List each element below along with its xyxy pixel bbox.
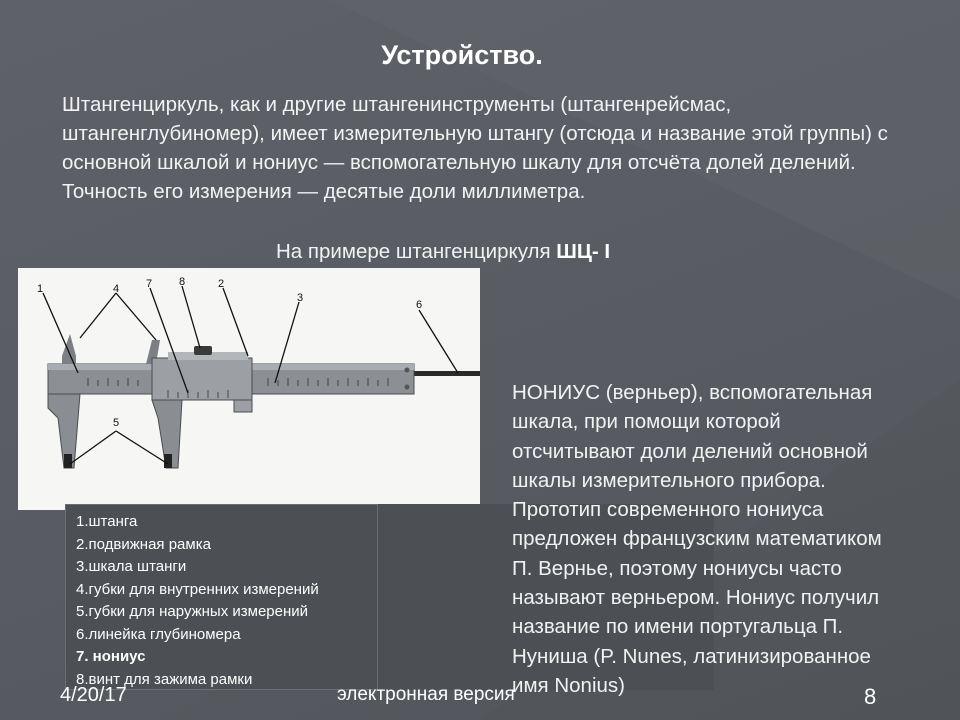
nonius-line: предложен французским математиком bbox=[512, 527, 882, 551]
caliper-photo bbox=[18, 268, 480, 510]
legend-item: 2.подвижная рамка bbox=[76, 535, 211, 553]
legend-item: 3.шкала штанги bbox=[76, 558, 187, 575]
slide-title: Устройство. bbox=[381, 40, 543, 70]
intro-paragraph: Штангенциркуль, как и другие штангенинструменты (штангенрейсмас, штангенглубиномер), имеет измерительную штангу (отсюда и название этой группы) с основной шкалой и нониус — вспомогательную шкалу для отсчёта долей делений. Точность его измерения — десятые доли миллиметра. bbox=[62, 93, 888, 203]
nonius-line: П. Вернье, поэтому нониусы часто bbox=[512, 556, 842, 580]
callout-1: 1 bbox=[37, 283, 44, 295]
page-number: 8 bbox=[864, 684, 877, 709]
example-model: ШЦ- I bbox=[556, 240, 611, 263]
nonius-line: отсчитывают доли делений основной bbox=[512, 439, 868, 463]
example-prefix: На примере штангенциркуля bbox=[276, 240, 557, 263]
nonius-line: имя Nonius) bbox=[512, 673, 625, 697]
callout-2: 2 bbox=[218, 278, 225, 290]
nonius-description bbox=[512, 378, 952, 700]
legend-item: 5.губки для наружных измерений bbox=[76, 603, 309, 620]
nonius-line: Нуниша (P. Nunes, латинизированное bbox=[512, 644, 871, 668]
nonius-line: шкалы измерительного прибора. bbox=[512, 468, 826, 492]
example-caption bbox=[276, 240, 610, 264]
legend-item: 1.штанга bbox=[76, 513, 138, 530]
nonius-line: шкала, при помощи которой bbox=[512, 410, 781, 434]
caliper-illustration bbox=[18, 268, 480, 510]
footer-center-text: электронная версия bbox=[337, 684, 515, 705]
nonius-line: Прототип современного нониуса bbox=[512, 498, 824, 522]
callout-4-top: 4 bbox=[113, 283, 120, 295]
callout-5: 5 bbox=[113, 417, 120, 429]
nonius-line: называют верньером. Нониус получил bbox=[512, 586, 880, 610]
legend-item: 8.винт для зажима рамки bbox=[76, 670, 253, 688]
callout-6: 6 bbox=[416, 299, 423, 311]
depth-rod bbox=[413, 371, 480, 376]
parts-legend bbox=[65, 504, 378, 690]
legend-item: 6.линейка глубиномера bbox=[76, 625, 241, 643]
clamp-screw bbox=[194, 346, 212, 355]
nonius-line: НОНИУС (верньер), вспомогательная bbox=[512, 381, 873, 404]
sliding-frame bbox=[152, 358, 252, 400]
callout-3: 3 bbox=[297, 292, 304, 304]
footer-date: 4/20/17 bbox=[60, 684, 127, 706]
callout-7: 7 bbox=[146, 278, 153, 290]
callout-8: 8 bbox=[179, 276, 186, 288]
legend-item: 7. нониус bbox=[76, 648, 146, 665]
nonius-line: название по имени португальца П. bbox=[512, 615, 844, 639]
legend-item: 4.губки для внутренних измерений bbox=[76, 580, 319, 598]
